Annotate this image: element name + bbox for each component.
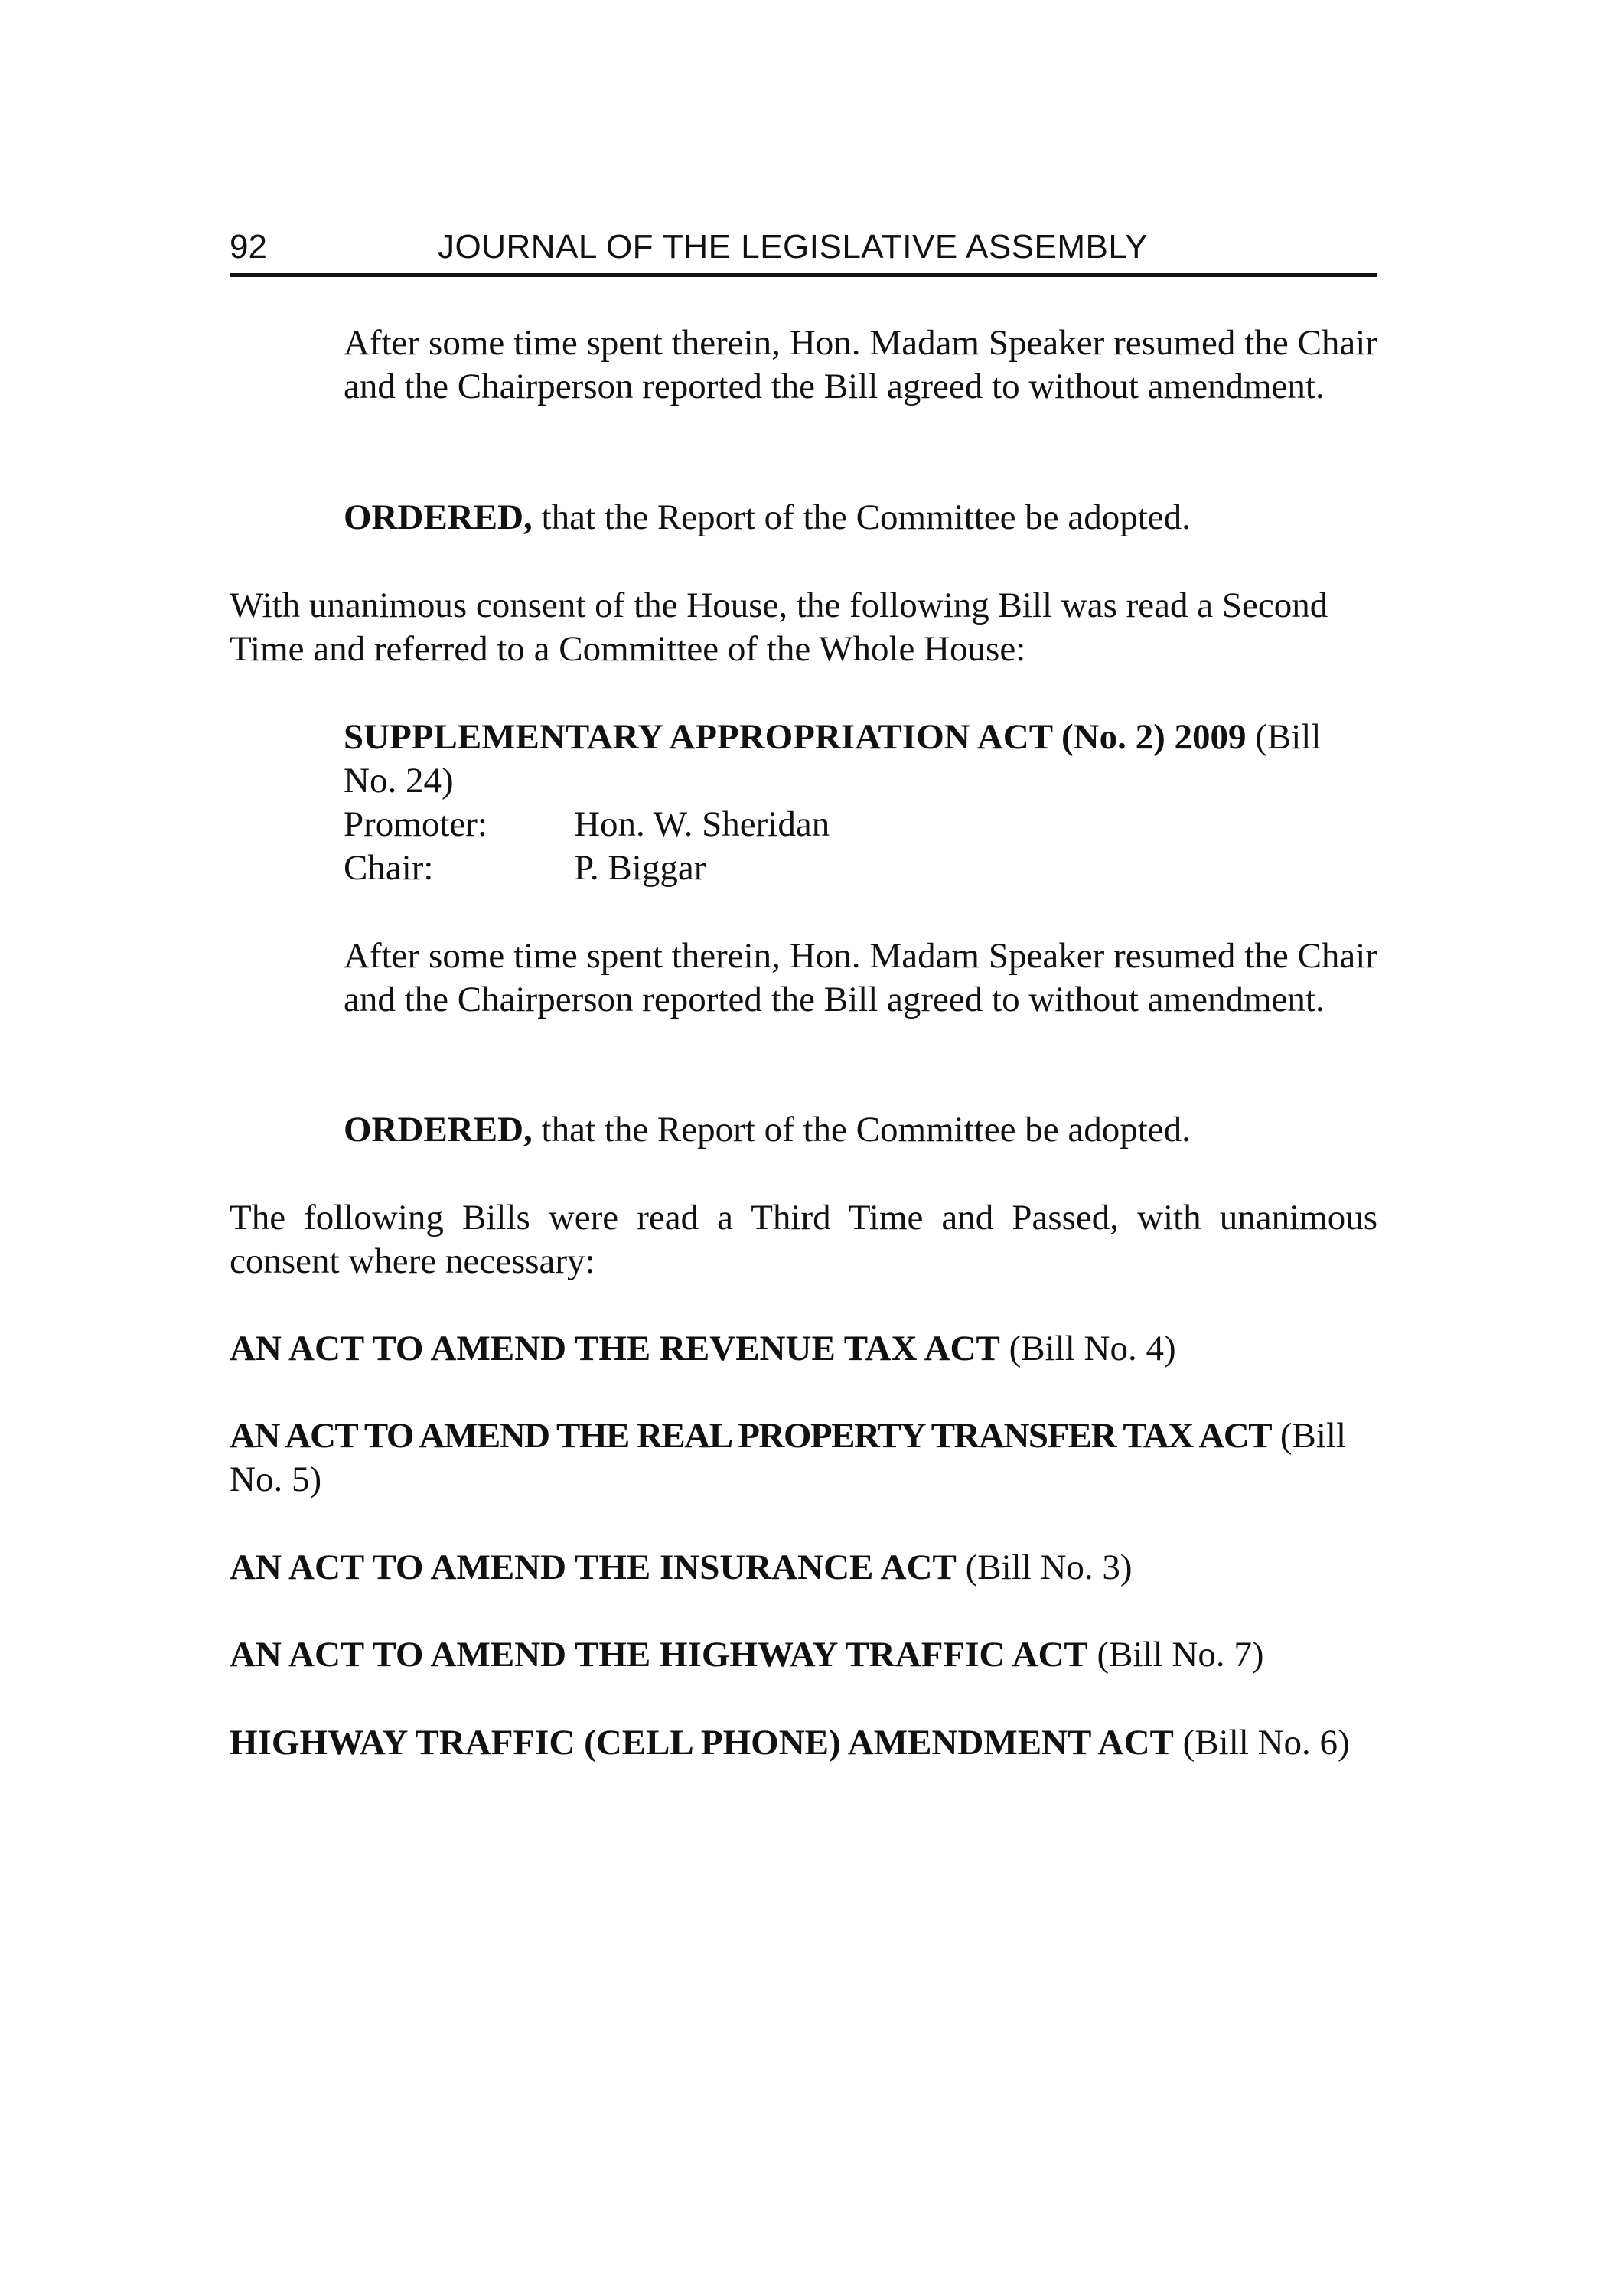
ordered-paragraph <box>344 496 1377 540</box>
committee-report-paragraph: After some time spent therein, Hon. Madam Speaker resumed the Chair and the Chairperson reported the Bill agreed to without amendment. <box>344 323 1377 406</box>
bill-passed-entry <box>230 1721 1377 1765</box>
chair-label: Chair: <box>344 848 434 888</box>
third-reading-intro: The following Bills were read a Third Time and Passed, with unanimous consent where necessary: <box>230 1198 1377 1281</box>
ordered-paragraph <box>344 1108 1377 1152</box>
bill-title: HIGHWAY TRAFFIC (CELL PHONE) AMENDMENT ACT <box>230 1723 1174 1763</box>
bill-passed-entry <box>230 1414 1377 1502</box>
bill-ref: (Bill No. 5) <box>230 1416 1347 1499</box>
ordered-text: that the Report of the Committee be adopted. <box>532 1110 1191 1150</box>
bill-title: SUPPLEMENTARY APPROPRIATION ACT (No. 2) 2009 <box>344 717 1247 757</box>
promoter-label: Promoter: <box>344 804 487 844</box>
bill-passed-entry <box>230 1327 1377 1371</box>
bill-title-line <box>344 716 1377 803</box>
bill-ref: (Bill No. 24) <box>344 717 1322 801</box>
page-number: 92 <box>230 228 267 266</box>
bill-title: AN ACT TO AMEND THE REVENUE TAX ACT <box>230 1329 1000 1368</box>
bill-title: AN ACT TO AMEND THE HIGHWAY TRAFFIC ACT <box>230 1635 1088 1675</box>
ordered-label: ORDERED, <box>344 497 533 537</box>
ordered-label: ORDERED, <box>344 1110 533 1150</box>
bill-passed-entry <box>230 1546 1377 1590</box>
ordered-text: that the Report of the Committee be adopted. <box>532 497 1191 537</box>
bill-ref: (Bill No. 3) <box>956 1548 1133 1587</box>
bill-ref: (Bill No. 4) <box>999 1329 1176 1368</box>
bill-title: AN ACT TO AMEND THE REAL PROPERTY TRANSFER TAX ACT <box>230 1416 1272 1456</box>
bill-title: AN ACT TO AMEND THE INSURANCE ACT <box>230 1548 957 1587</box>
bill-ref: (Bill No. 7) <box>1087 1635 1264 1675</box>
second-reading-intro: With unanimous consent of the House, the following Bill was read a Second Time and referred to a Committee of the Whole House: <box>230 585 1328 669</box>
chair-row <box>344 846 1377 890</box>
running-head: JOURNAL OF THE LEGISLATIVE ASSEMBLY <box>438 228 1148 266</box>
promoter-row <box>344 803 1377 846</box>
bill-ref: (Bill No. 6) <box>1173 1723 1350 1763</box>
page-header <box>230 226 1377 277</box>
bill-entry-supplementary <box>344 716 1377 890</box>
promoter-name: Hon. W. Sheridan <box>574 804 830 844</box>
committee-report-paragraph: After some time spent therein, Hon. Madam Speaker resumed the Chair and the Chairperson reported the Bill agreed to without amendment. <box>344 936 1377 1019</box>
chair-name: P. Biggar <box>574 848 706 888</box>
bill-passed-entry <box>230 1633 1377 1677</box>
